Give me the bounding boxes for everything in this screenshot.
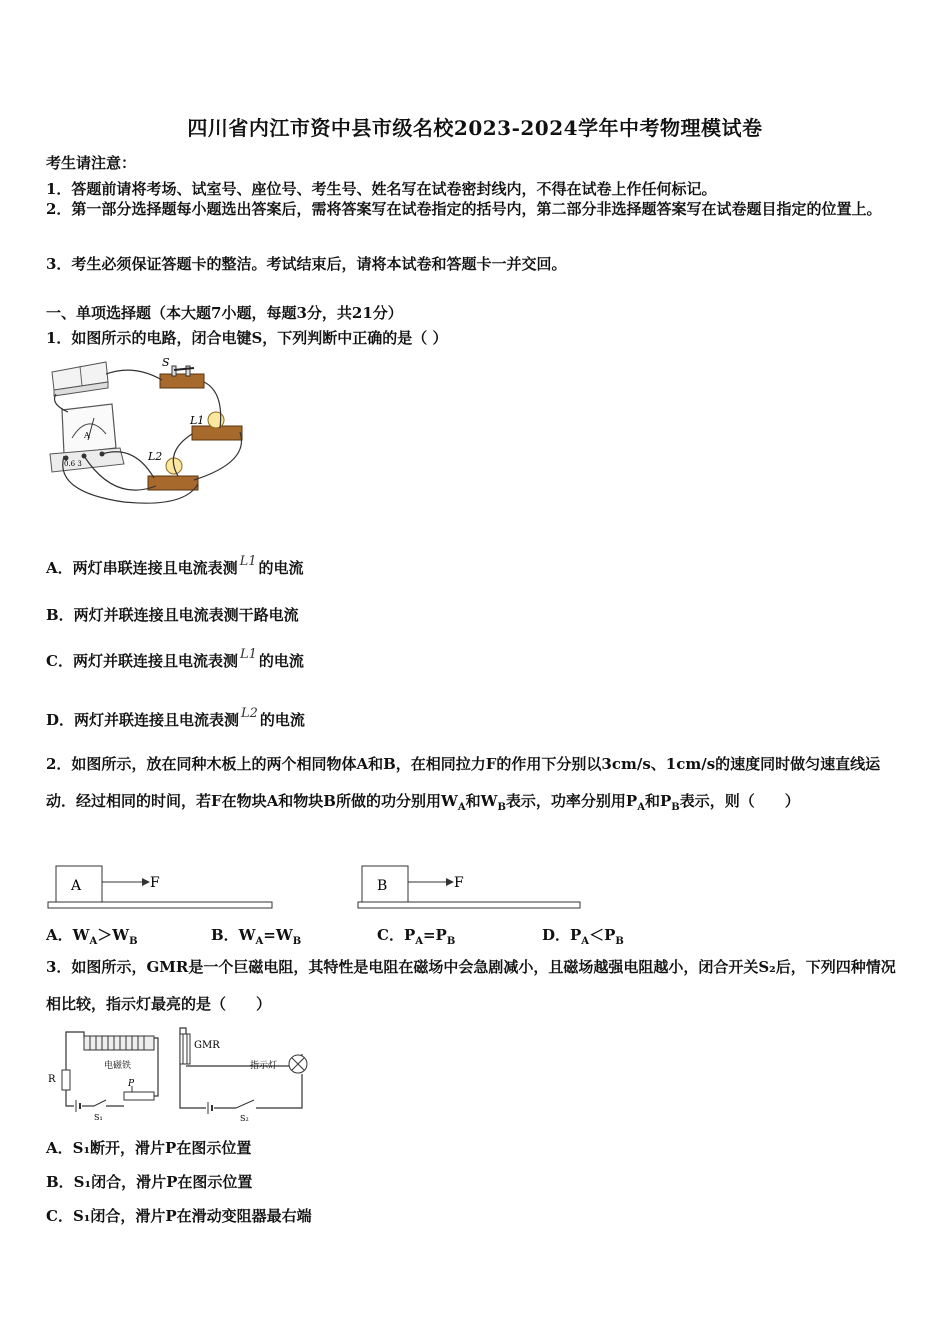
block-a-setup — [48, 866, 272, 908]
resistor-icon — [48, 1070, 70, 1090]
q3-option-a[interactable]: A．S₁断开，滑片P在图示位置 — [46, 1139, 252, 1157]
electromagnet-icon — [84, 1036, 154, 1071]
switch-s1-icon — [94, 1100, 106, 1122]
option-text: D．两灯并联连接且电流表测 — [46, 711, 240, 729]
option-text: A．W — [46, 926, 90, 944]
option-text: 的电流 — [259, 711, 305, 729]
q3-option-c[interactable]: C．S₁闭合，滑片P在滑动变阻器最右端 — [46, 1207, 312, 1225]
battery-icon — [208, 1102, 212, 1114]
ammeter-scale: 0.6 3 — [64, 460, 82, 468]
battery-icon — [52, 362, 108, 396]
circuit-figure-1 — [44, 352, 254, 508]
option-text: C．两灯并联连接且电流表测 — [46, 652, 238, 670]
option-text: C．P — [377, 926, 416, 944]
math-symbol: L2 — [241, 706, 258, 721]
lamp-label: 指示灯 — [250, 1061, 278, 1071]
question-1-stem: 1．如图所示的电路，闭合电键S，下列判断中正确的是（ ） — [46, 329, 448, 347]
block-b-label: B — [377, 878, 388, 894]
notice-item: 3．考生必须保证答题卡的整洁。考试结束后，请将本试卷和答题卡一并交回。 — [46, 255, 567, 273]
circuit-figure-3 — [46, 1026, 312, 1122]
notice-item: 2．第一部分选择题每小题选出答案后，需将答案写在试卷指定的括号内，第二部分非选择题答案写在试卷题目指定的位置上。 — [46, 200, 882, 218]
lamp-l2-icon — [147, 450, 198, 490]
slider-icon — [124, 1079, 154, 1100]
q3-option-b[interactable]: B．S₁闭合，滑片P在图示位置 — [46, 1173, 253, 1191]
option-text: B．两灯并联连接且电流表测干路电流 — [46, 606, 299, 624]
option-text: B．W — [211, 926, 256, 944]
question-3-stem: 3．如图所示，GMR是一个巨磁电阻，其特性是电阻在磁场中会急剧减小，且磁场越强电阻越小，闭合开关S₂后，下列四种情况相比较，指示灯最亮的是（ ） — [46, 958, 896, 1013]
q1-option-d[interactable] — [46, 706, 305, 730]
notice-heading: 考生请注意： — [46, 154, 137, 172]
option-text: A．两灯串联连接且电流表测 — [46, 559, 238, 577]
slider-label: P — [128, 1079, 135, 1089]
q2-option-d[interactable]: D．$P_A<P_B$ — [542, 926, 624, 947]
ammeter-label: A — [84, 431, 90, 440]
q2-option-c[interactable]: C．$P_A=P_B$ — [377, 926, 456, 947]
block-a-label: A — [71, 878, 82, 894]
notice-item: 1．答题前请将考场、试室号、座位号、考生号、姓名写在试卷密封线内，不得在试卷上作任何标记。 — [46, 180, 717, 198]
gmr-label: GMR — [194, 1040, 220, 1051]
lamp-l1-label: L1 — [190, 414, 205, 427]
switch-s1-label: S₁ — [94, 1113, 103, 1122]
switch-icon — [160, 356, 204, 388]
switch-s2-label: S₂ — [240, 1114, 249, 1122]
force-label: F — [150, 875, 160, 891]
gmr-icon — [180, 1034, 220, 1064]
block-b-setup — [358, 866, 580, 908]
switch-label: S — [162, 356, 170, 369]
option-text: D．P — [542, 926, 582, 944]
option-text: 的电流 — [258, 652, 304, 670]
q1-option-c[interactable] — [46, 647, 304, 671]
section-heading: 一、单项选择题（本大题7小题，每题3分，共21分） — [46, 304, 403, 322]
page-title: 四川省内江市资中县市级名校2023-2024学年中考物理模试卷 — [187, 116, 763, 140]
battery-icon — [76, 1100, 80, 1112]
resistor-label: R — [48, 1074, 56, 1085]
question-2-stem: 2．如图所示，放在同种木板上的两个相同物体A和B，在相同拉力F的作用下分别以3cm/s、1cm/s的速度同时做匀速直线运动．经过相同的时间，若F在物块A和物块B所做的功分别用$W_A$和$W_B$表示，功率分别用$P_A$和$P_B$表示，则（ ） — [46, 755, 881, 813]
lamp-l2-label: L2 — [148, 450, 163, 463]
magnet-label: 电磁铁 — [104, 1061, 132, 1071]
math-symbol: L1 — [239, 647, 257, 662]
math-symbol: L1 — [239, 554, 257, 569]
stem-text: 2．如图所示，放在同种木板上的两个相同物体A和B，在相同拉力F的作用下分别以3cm/s、1cm/s的速度同时做匀速直线运动．经过相同的时间，若F在物块A和物块B所做的功分别用W — [46, 755, 881, 810]
force-label: F — [454, 875, 464, 891]
q1-option-b[interactable] — [46, 604, 299, 625]
switch-s2-icon — [236, 1100, 254, 1122]
blocks-figure — [46, 858, 586, 910]
option-text: 的电流 — [258, 559, 304, 577]
q2-option-a[interactable]: A．$W_A>W_B$ — [46, 926, 138, 947]
indicator-lamp-icon — [250, 1055, 307, 1073]
q2-option-b[interactable]: B．$W_A=W_B$ — [211, 926, 302, 947]
q1-option-a[interactable] — [46, 554, 304, 578]
ammeter-icon — [50, 404, 124, 472]
lamp-l1-icon — [189, 412, 242, 440]
